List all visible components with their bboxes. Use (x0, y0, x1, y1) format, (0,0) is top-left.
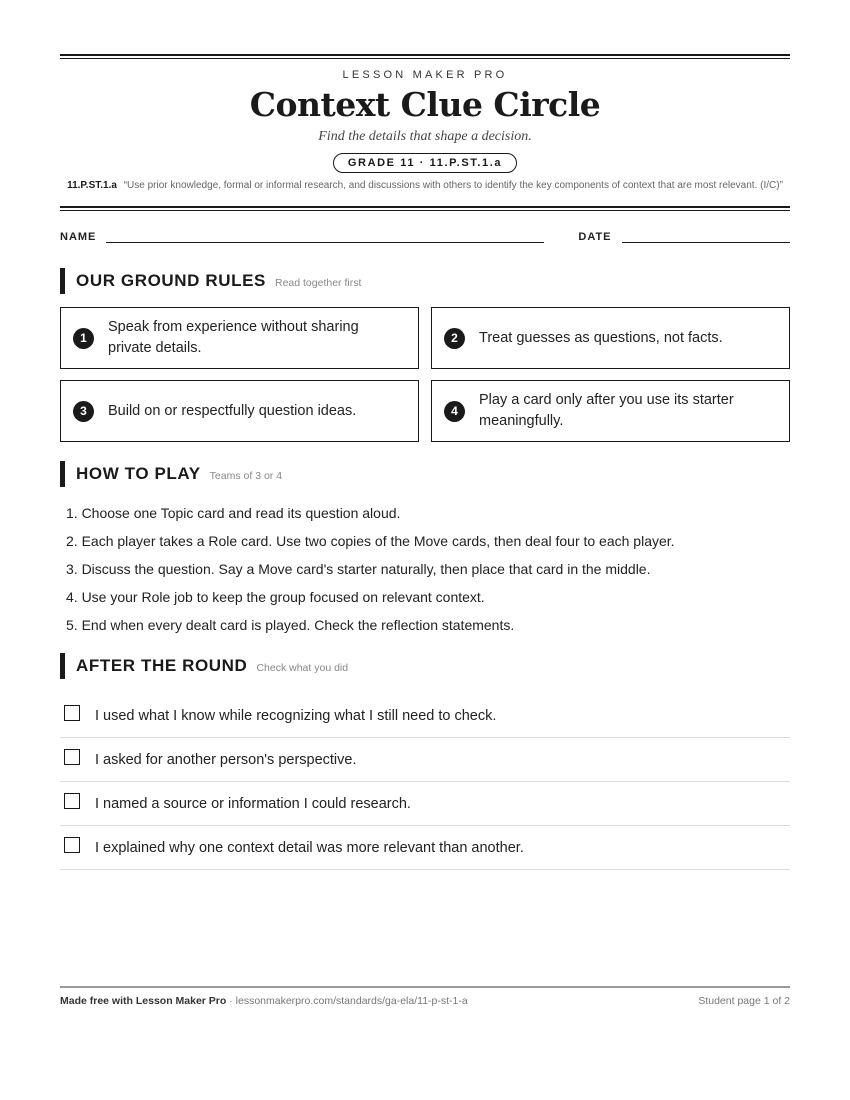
rule-text: Play a card only after you use its starter meaningfully. (479, 392, 734, 429)
checkbox[interactable] (64, 749, 80, 765)
how-to-play-note: Teams of 3 or 4 (209, 469, 283, 482)
ground-rules-title: OUR GROUND RULES (76, 271, 266, 290)
rule-text: Build on or respectfully question ideas. (108, 402, 357, 419)
checklist-item (60, 826, 790, 870)
name-label: NAME (60, 231, 97, 243)
date-label: DATE (578, 231, 612, 243)
ground-rule-card (431, 307, 790, 369)
how-to-play-heading (60, 461, 790, 487)
ground-rules-grid (60, 307, 790, 442)
checklist-text: I asked for another person's perspective. (95, 751, 357, 768)
step-item: 5. End when every dealt card is played. Check the reflection statements. (66, 617, 515, 633)
how-to-play-title: HOW TO PLAY (76, 464, 201, 483)
header-bottom-rule (60, 206, 790, 211)
step-item: 4. Use your Role job to keep the group focused on relevant context. (66, 589, 485, 605)
badge-wrap (60, 153, 790, 173)
top-double-rule (60, 54, 790, 59)
grade-badge: GRADE 11 · 11.P.ST.1.a (333, 153, 517, 173)
worksheet-page (60, 54, 790, 870)
footer-made-by: Made free with Lesson Maker Pro (60, 995, 227, 1007)
after-round-heading (60, 653, 790, 679)
rule-number-badge: 4 (444, 401, 465, 422)
page-footer (60, 986, 790, 1007)
checklist-text: I named a source or information I could research. (95, 795, 411, 812)
page-number: Student page 1 of 2 (698, 995, 790, 1007)
checklist-item (60, 782, 790, 826)
page-subtitle: Find the details that shape a decision. (318, 129, 532, 144)
ground-rules-note: Read together first (275, 276, 362, 289)
checklist-text: I used what I know while recognizing what I still need to check. (95, 707, 497, 724)
standard-code: 11.P.ST.1.a (67, 180, 117, 191)
after-round-note: Check what you did (256, 661, 349, 674)
rule-number-badge: 2 (444, 328, 465, 349)
ground-rule-card (60, 380, 419, 442)
checklist-text: I explained why one context detail was more relevant than another. (95, 839, 524, 856)
after-round-title: AFTER THE ROUND (76, 656, 248, 675)
rule-number-badge: 3 (73, 401, 94, 422)
step-item: 3. Discuss the question. Say a Move card's starter naturally, then place that card in the middle. (66, 561, 651, 577)
ground-rule-card (431, 380, 790, 442)
checkbox[interactable] (64, 793, 80, 809)
brand-name: LESSON MAKER PRO (342, 69, 508, 81)
reflection-checklist (60, 694, 790, 870)
ground-rules-heading (60, 268, 790, 294)
checklist-item (60, 738, 790, 782)
checkbox[interactable] (64, 837, 80, 853)
standard-statement (60, 178, 790, 194)
name-field[interactable] (106, 238, 544, 243)
rule-text: Treat guesses as questions, not facts. (479, 329, 723, 346)
steps-list (60, 499, 790, 639)
date-field[interactable] (622, 238, 790, 243)
standard-text: “Use prior knowledge, formal or informal research, and discussions with others to identify the key components of context that are most relevant. (I/C)” (123, 180, 783, 191)
step-item: 1. Choose one Topic card and read its question aloud. (66, 505, 401, 521)
footer-credit (60, 995, 468, 1007)
rule-number-badge: 1 (73, 328, 94, 349)
checkbox[interactable] (64, 705, 80, 721)
page-title: Context Clue Circle (249, 85, 601, 124)
checklist-item (60, 694, 790, 738)
footer-url[interactable]: · lessonmakerpro.com/standards/ga-ela/11-p-st-1-a (226, 995, 468, 1007)
rule-text: Speak from experience without sharing private details. (108, 319, 359, 356)
name-date-row (60, 227, 790, 243)
ground-rule-card (60, 307, 419, 369)
step-item: 2. Each player takes a Role card. Use two copies of the Move cards, then deal four to each player. (66, 533, 675, 549)
